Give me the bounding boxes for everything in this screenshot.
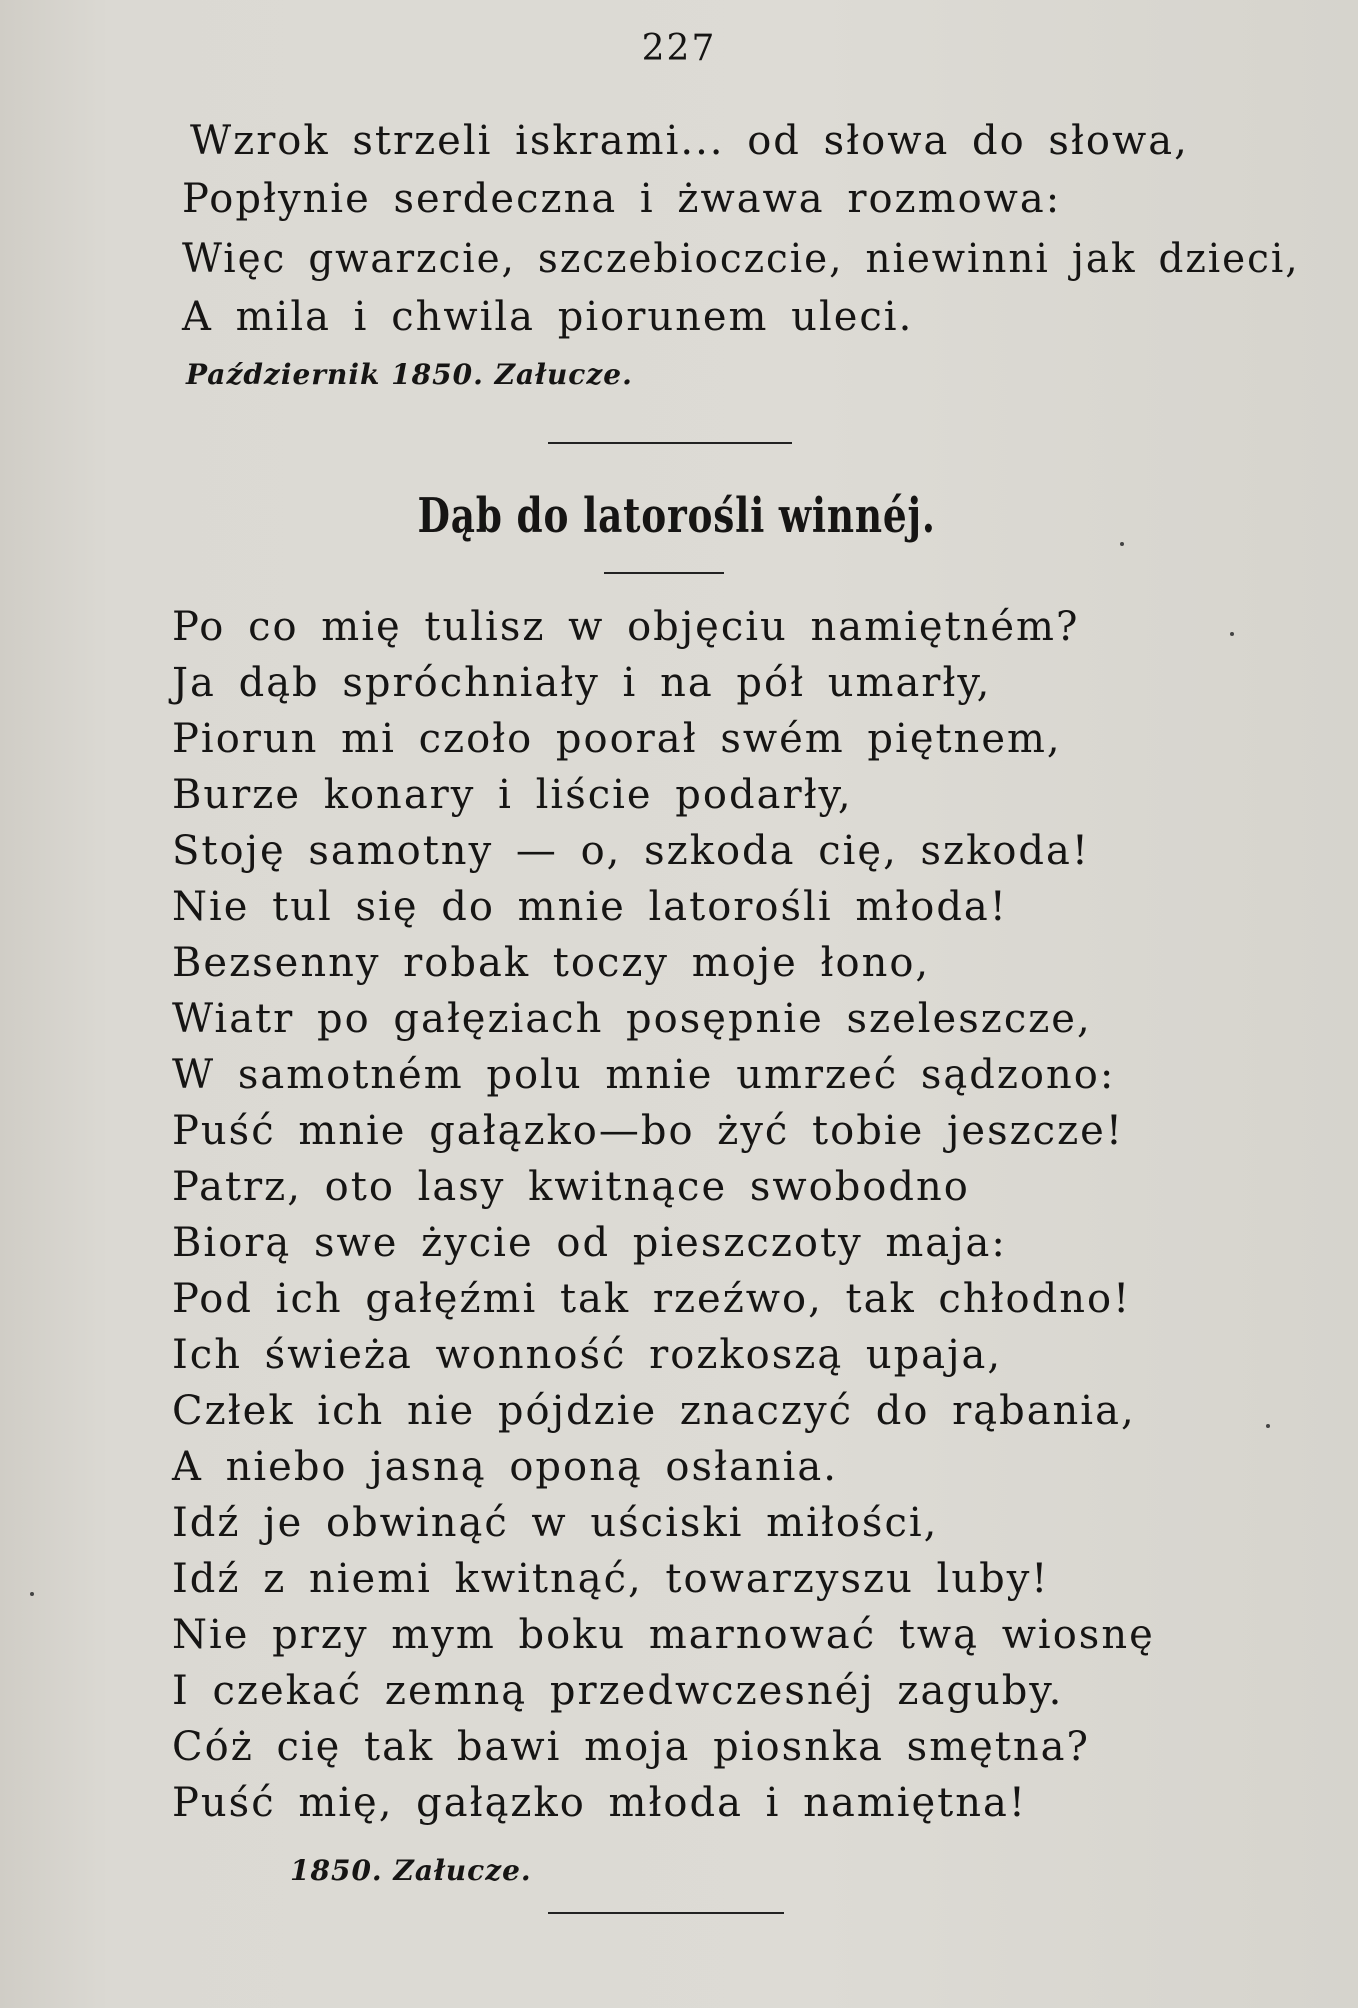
top-stanza-dateline: Październik 1850. Załucze. xyxy=(186,358,633,391)
poem-line: Wiatr po gałęziach posępnie szeleszcze, xyxy=(172,996,1092,1042)
top-stanza-line: Popłynie serdeczna i żwawa rozmowa: xyxy=(182,176,1062,222)
top-stanza-line: Więc gwarzcie, szczebioczcie, niewinni jak dzieci, xyxy=(182,236,1300,282)
poem-title: Dąb do latorośli winnéj. xyxy=(417,488,936,544)
paper-speck xyxy=(1266,1424,1270,1428)
top-stanza-line: A mila i chwila piorunem uleci. xyxy=(182,294,914,340)
poem-line: I czekać zemną przedwczesnéj zaguby. xyxy=(172,1668,1064,1714)
section-divider xyxy=(548,442,792,444)
poem-line: Człek ich nie pójdzie znaczyć do rąbania, xyxy=(172,1388,1136,1434)
paper-speck xyxy=(30,1592,34,1596)
poem-line: Pod ich gałęźmi tak rzeźwo, tak chłodno! xyxy=(172,1276,1132,1322)
poem-line: Puść mię, gałązko młoda i namiętna! xyxy=(172,1780,1027,1826)
poem-line: Ich świeża wonność rozkoszą upaja, xyxy=(172,1332,1003,1378)
poem-line: Nie przy mym boku marnować twą wiosnę xyxy=(172,1612,1155,1658)
poem-line: Burze konary i liście podarły, xyxy=(172,772,853,818)
paper-speck xyxy=(1230,632,1234,636)
top-stanza-line: Wzrok strzeli iskrami... od słowa do słowa, xyxy=(190,118,1189,164)
poem-line: Bezsenny robak toczy moje łono, xyxy=(172,940,931,986)
poem-line: Cóż cię tak bawi moja piosnka smętna? xyxy=(172,1724,1090,1770)
poem-line: Idź je obwinąć w uściski miłości, xyxy=(172,1500,939,1546)
poem-dateline: 1850. Załucze. xyxy=(290,1854,532,1887)
page-number: 227 xyxy=(641,28,717,69)
poem-line: W samotném polu mnie umrzeć sądzono: xyxy=(172,1052,1116,1098)
poem-line: Ja dąb spróchniały i na pół umarły, xyxy=(172,660,992,706)
poem-line: Puść mnie gałązko—bo żyć tobie jeszcze! xyxy=(172,1108,1124,1154)
poem-line: Idź z niemi kwitnąć, towarzyszu luby! xyxy=(172,1556,1050,1602)
paper-speck xyxy=(1120,542,1124,546)
poem-line: Piorun mi czoło poorał swém piętnem, xyxy=(172,716,1062,762)
poem-line: Biorą swe życie od pieszczoty maja: xyxy=(172,1220,1007,1266)
poem-line: A niebo jasną oponą osłania. xyxy=(172,1444,838,1490)
poem-line: Po co mię tulisz w objęciu namiętném? xyxy=(172,604,1080,650)
poem-line: Patrz, oto lasy kwitnące swobodno xyxy=(172,1164,970,1210)
poem-line: Stoję samotny — o, szkoda cię, szkoda! xyxy=(172,828,1090,874)
end-divider xyxy=(548,1912,784,1914)
poem-line: Nie tul się do mnie latorośli młoda! xyxy=(172,884,1008,930)
title-underline xyxy=(604,572,724,574)
